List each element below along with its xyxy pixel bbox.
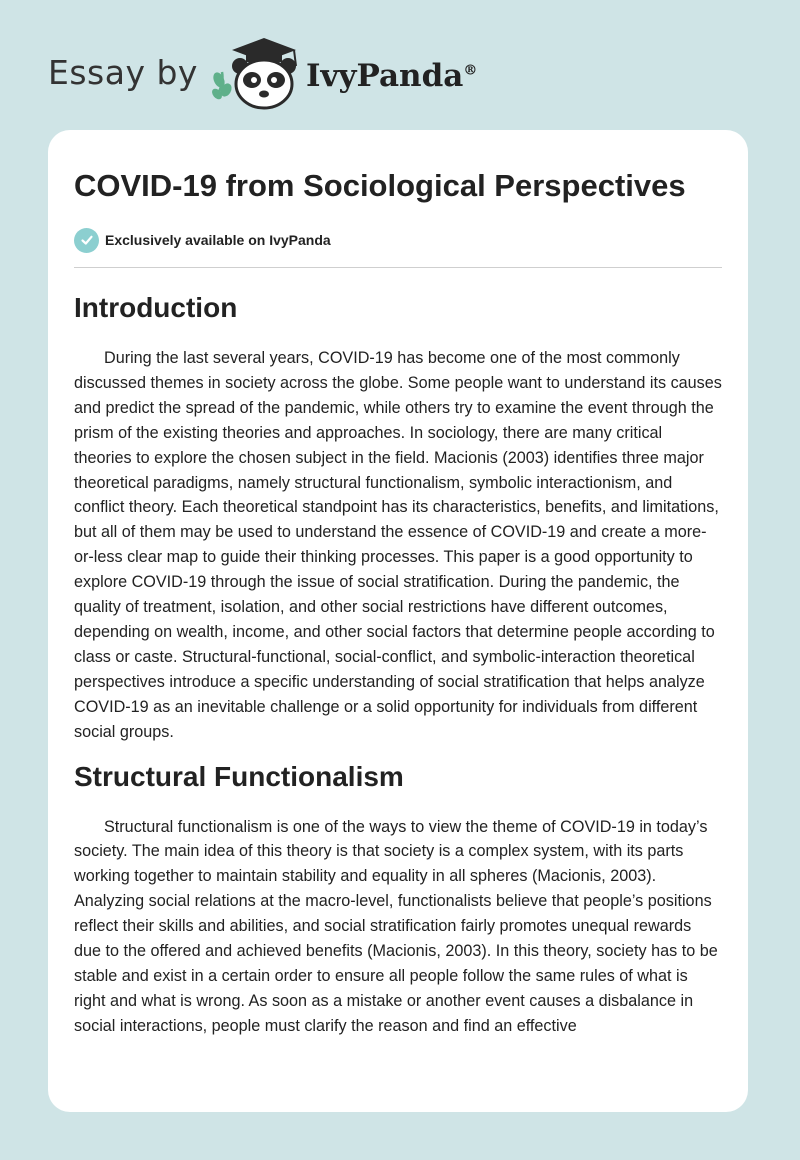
brand-name[interactable]: IvyPanda® — [305, 58, 478, 94]
section-heading: Structural Functionalism — [74, 760, 404, 792]
essay-by-label: Essay by — [48, 52, 198, 92]
check-icon — [74, 228, 99, 253]
essay-card — [48, 130, 748, 1112]
section-paragraph: Structural functionalism is one of the ways to view the theme of COVID-19 in today’s society. The main idea of this theory is that society is a complex system, with its parts working together to maintain stability and equality in all spheres (Macionis, 2003). Analyzing social relations at the macro-level, functionalists believe that people’s positions reflect their skills and abilities, and social stratification fairly promotes unequal rewards due to the offered and achieved benefits (Macionis, 2003). In this theory, society has to be stable and exist in a certain order to ensure all people follow the same rules of what is right and what is wrong. As soon as a mistake or another event causes a disbalance in social interactions, people must clarify the reason and find an effective — [74, 817, 718, 1035]
panda-graduate-icon[interactable] — [210, 32, 302, 112]
registered-mark: ® — [463, 62, 478, 79]
essay-title: COVID-19 from Sociological Perspectives — [74, 168, 686, 203]
section-paragraph: During the last several years, COVID-19 has become one of the most commonly discussed themes in society across the globe. Some people want to understand its causes and predict the spread of the pandemic, while others try to examine the event through the prism of the existing theories and approaches. In sociology, there are many critical theories to explore the chosen subject in the field. Macionis (2003) identifies three major theoretical paradigms, namely structural functionalism, symbolic interactionism, and conflict theory. Each theoretical standpoint has its characteristics, benefits, and limitations, but all of them may be used to understand the essence of COVID-19 and create a more-or-less clear map to guide their thinking processes. This paper is a good opportunity to explore COVID-19 through the issue of social stratification. During the pandemic, the quality of treatment, isolation, and other social restrictions have different outcomes, depending on wealth, income, and other social factors that determine people according to class or caste. Structural-functional, social-conflict, and symbolic-interaction theoretical perspectives introduce a specific understanding of social stratification that helps analyze COVID-19 as an inevitable challenge or a solid opportunity for individuals from different social groups. — [74, 349, 722, 741]
exclusive-badge — [74, 225, 722, 255]
exclusive-label: Exclusively available on IvyPanda — [105, 232, 331, 248]
section-heading: Introduction — [74, 292, 238, 323]
title-divider — [74, 267, 722, 268]
site-header — [48, 32, 477, 112]
